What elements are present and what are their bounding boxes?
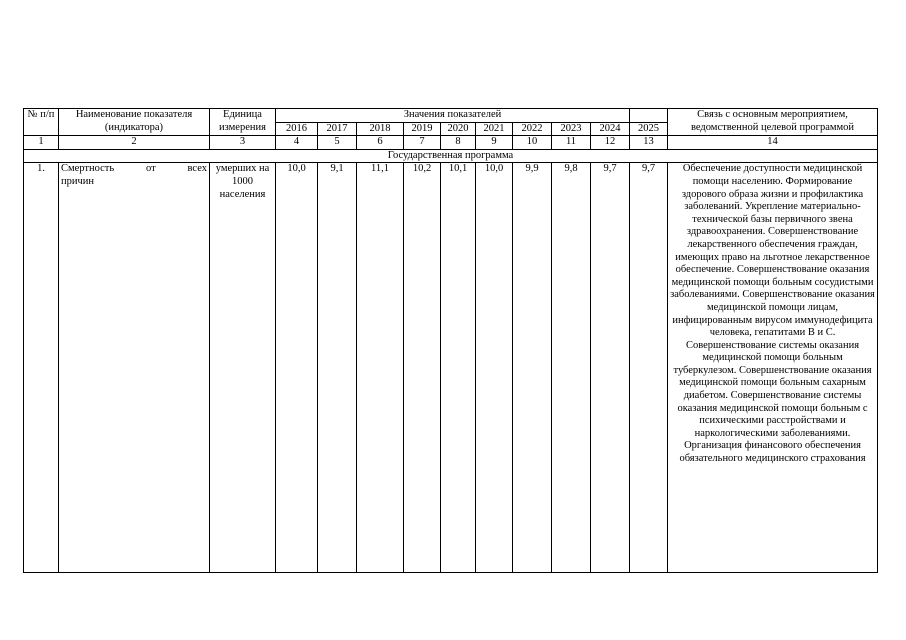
row-name-line: причин	[61, 175, 95, 187]
header-year: 2023	[552, 122, 591, 136]
header-year: 2017	[318, 122, 357, 136]
column-number: 1	[24, 136, 59, 150]
header-year: 2021	[476, 122, 513, 136]
row-value: 11,1	[357, 163, 404, 573]
column-number: 14	[668, 136, 878, 150]
row-value: 9,9	[513, 163, 552, 573]
column-number: 2	[59, 136, 210, 150]
row-value: 10,0	[476, 163, 513, 573]
column-number: 11	[552, 136, 591, 150]
column-number: 6	[357, 136, 404, 150]
header-year: 2019	[404, 122, 441, 136]
group-title: Государственная программа	[24, 149, 878, 163]
header-year: 2018	[357, 122, 404, 136]
column-number: 9	[476, 136, 513, 150]
table-row	[24, 163, 878, 573]
column-number: 5	[318, 136, 357, 150]
row-value: 10,0	[276, 163, 318, 573]
column-number: 4	[276, 136, 318, 150]
row-value: 9,1	[318, 163, 357, 573]
row-num: 1.	[24, 163, 59, 573]
column-number-row	[24, 136, 878, 150]
indicators-table	[23, 108, 878, 573]
group-title-row	[24, 149, 878, 163]
column-number: 12	[591, 136, 630, 150]
row-link: Обеспечение доступности медицинской помощи населению. Формирование здорового образа жизни и профилактика заболеваний. Укрепление материально-технической базы первичного звена здравоохранения. Совершенствование лекарственного обеспечения граждан, имеющих право на льготное лекарственное обеспечение. Совершенствование оказания медицинской помощи больным сосудистыми заболеваниями. Совершенствование оказания медицинской помощи лицам, инфицированным вирусом иммунодефицита человека, гепатитами B и C. Совершенствование системы оказания медицинской помощи больным туберкулезом. Совершенствование оказания медицинской помощи больным сахарным диабетом. Совершенствование системы оказания медицинской помощи больным с психическими расстройствами и наркологическими заболеваниями. Организация финансового обеспечения обязательного медицинского страхования	[668, 163, 878, 573]
column-number: 7	[404, 136, 441, 150]
row-name-line: Смертность от всех	[61, 163, 207, 175]
row-unit: умерших на 1000 населения	[210, 163, 276, 573]
header-year: 2022	[513, 122, 552, 136]
header-values-group: Значения показателей	[276, 109, 630, 123]
header-name: Наименование показателя (индикатора)	[59, 109, 210, 136]
header-link: Связь с основным мероприятием, ведомственной целевой программой	[668, 109, 878, 136]
row-value: 9,7	[630, 163, 668, 573]
row-value: 10,1	[441, 163, 476, 573]
header-year: 2020	[441, 122, 476, 136]
column-number: 13	[630, 136, 668, 150]
header-year: 2016	[276, 122, 318, 136]
header-year: 2024	[591, 122, 630, 136]
header-spacer-2025	[630, 109, 668, 123]
row-name	[59, 163, 210, 573]
header-unit: Единица измерения	[210, 109, 276, 136]
header-row-1	[24, 109, 878, 123]
column-number: 10	[513, 136, 552, 150]
column-number: 8	[441, 136, 476, 150]
header-num: № п/п	[24, 109, 59, 136]
row-value: 10,2	[404, 163, 441, 573]
row-value: 9,8	[552, 163, 591, 573]
column-number: 3	[210, 136, 276, 150]
header-year: 2025	[630, 122, 668, 136]
row-value: 9,7	[591, 163, 630, 573]
